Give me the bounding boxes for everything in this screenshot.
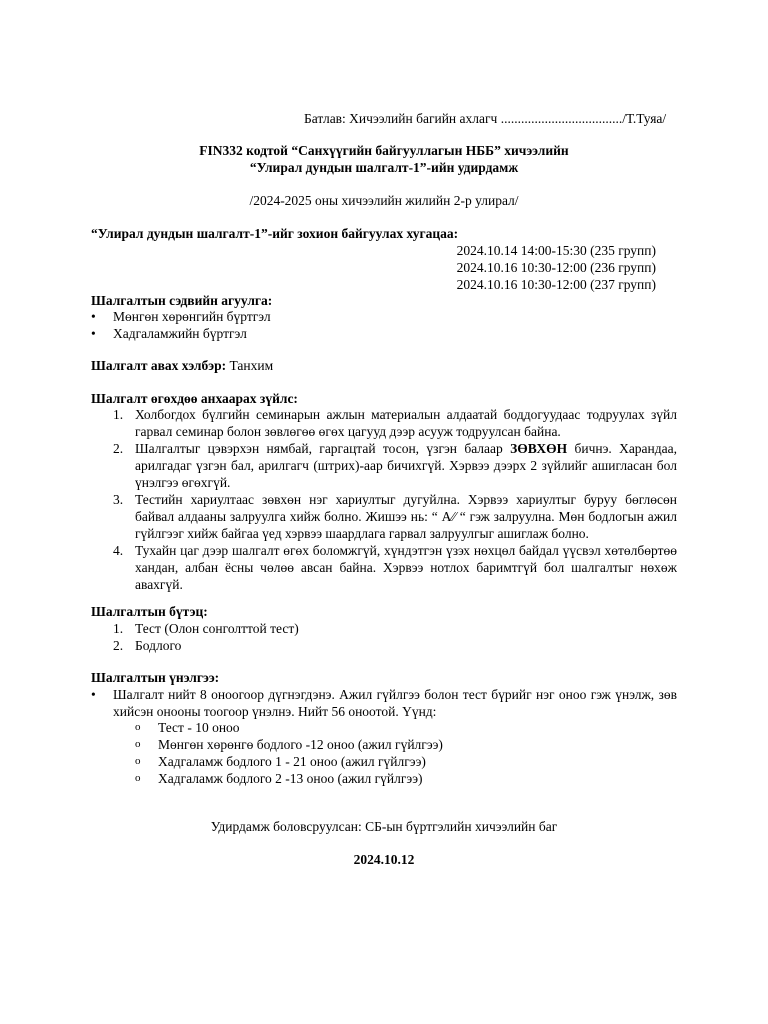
- list-item: [91, 620, 299, 637]
- list-item-text: Тест (Олон сонголттой тест): [135, 621, 299, 636]
- content-heading: Шалгалтын сэдвийн агуулга:: [91, 293, 273, 308]
- bullet-icon: •: [91, 326, 96, 341]
- exam-format-label: Шалгалт авах хэлбэр:: [91, 358, 227, 373]
- list-item: [135, 770, 443, 787]
- document-title-line2: “Улирал дундын шалгалт-1”-ийн удирдамж: [249, 160, 519, 175]
- approval-line: Батлав: Хичээлийн багийн ахлагч ..................................../Т.Туяа/: [304, 111, 667, 126]
- list-item: [91, 491, 677, 542]
- list-item-text: Тестийн хариултаас зөвхөн нэг хариултыг дугуйлна. Хэрвээ хариултыг буруу бөглөсөн байвал алдааны залруулга хийж болно. Жишээ нь: “ A⁄⁄ “ гэж залруулна. Мөн бодлогын ажил гүйлгээг хийж байгаа үед хэрвээ шаардлага гарвал залруулгыг ашиглаж болно.: [135, 492, 677, 541]
- list-item: [91, 542, 677, 593]
- list-item-text: Тест - 10 оноо: [158, 720, 240, 735]
- list-item: [91, 440, 677, 491]
- list-item: [91, 637, 299, 654]
- circle-bullet-icon: o: [135, 738, 141, 750]
- document-title-line1: FIN332 кодтой “Санхүүгийн байгууллагын НББ” хичээлийн: [199, 143, 569, 158]
- evaluation-heading: Шалгалтын үнэлгээ:: [91, 670, 220, 685]
- evaluation-intro: [91, 686, 677, 720]
- structure-list: [91, 620, 299, 654]
- bullet-icon: •: [91, 687, 96, 702]
- circle-bullet-icon: o: [135, 772, 141, 784]
- circle-bullet-icon: o: [135, 721, 141, 733]
- emphasis-text: ЗӨВХӨН: [510, 441, 568, 456]
- list-number: 1.: [113, 407, 124, 422]
- list-item-text: Шалгалтыг цэвэрхэн нямбай, гаргацтай тосон, үзгэн балаар ЗӨВХӨН бичнэ. Харандаа, арилгадаг үзгэн бал, арилгагч (штрих)-аар бичихгүй. Хэрвээ дээрх 2 зүйлийг ашигласан бол үнэлгээ өгөхгүй.: [135, 441, 678, 490]
- list-number: 2.: [113, 441, 124, 456]
- list-item: [91, 406, 677, 440]
- list-item-text: Тухайн цаг дээр шалгалт өгөх боломжгүй, хүндэтгэн үзэх нөхцөл байдал үүсвэл хөтөлбөртөө хандан, албан ёсны чөлөө авсан байна. Хэрвээ нотлох баримтгүй бол шалгалтыг нөхөж авахгүй.: [135, 543, 677, 592]
- schedule-item: 2024.10.16 10:30-12:00 (236 групп): [456, 260, 656, 275]
- evaluation-intro-text: Шалгалт нийт 8 оноогоор дүгнэгдэнэ. Ажил гүйлгээ болон тест бүрийг нэг оноо гэж үнэлж, зөв хийсэн онооны тоогоор үнэлнэ. Нийт 56 оноотой. Үүнд:: [113, 687, 677, 719]
- evaluation-breakdown: [135, 719, 443, 787]
- list-item: [135, 736, 443, 753]
- schedule-heading: “Улирал дундын шалгалт-1”-ийг зохион байгуулах хугацаа:: [91, 226, 459, 241]
- list-item: [135, 753, 443, 770]
- list-item-text: Хадгаламж бодлого 2 -13 оноо (ажил гүйлгээ): [158, 771, 423, 786]
- list-number: 4.: [113, 543, 124, 558]
- list-number: 1.: [113, 621, 124, 636]
- list-item: [135, 719, 443, 736]
- list-item-text: Холбогдох бүлгийн семинарын ажлын материалын алдаатай боддогуудаас тодруулах зүйл гарвал семинар болон зөвлөгөө өгөх цагууд дээр асууж тодруулсан байна.: [135, 407, 677, 439]
- prepared-by: Удирдамж боловсруулсан: СБ-ын бүртгэлийн хичээлийн баг: [210, 819, 558, 834]
- notes-list: [91, 406, 677, 593]
- semester-line: /2024-2025 оны хичээлийн жилийн 2-р улирал/: [249, 193, 519, 208]
- document-date: 2024.10.12: [353, 852, 415, 867]
- list-number: 2.: [113, 638, 124, 653]
- structure-heading: Шалгалтын бүтэц:: [91, 604, 208, 619]
- content-item-text: Мөнгөн хөрөнгийн бүртгэл: [113, 309, 271, 324]
- list-item-text: Бодлого: [135, 638, 182, 653]
- exam-format: [91, 357, 273, 374]
- list-item-text: Хадгаламж бодлого 1 - 21 оноо (ажил гүйлгээ): [158, 754, 426, 769]
- schedule-item: 2024.10.16 10:30-12:00 (237 групп): [456, 277, 656, 292]
- notes-heading: Шалгалт өгөхдөө анхаарах зүйлс:: [91, 391, 298, 406]
- content-item-text: Хадгаламжийн бүртгэл: [113, 326, 247, 341]
- circle-bullet-icon: o: [135, 755, 141, 767]
- schedule-item: 2024.10.14 14:00-15:30 (235 групп): [456, 243, 656, 258]
- list-item-text: Мөнгөн хөрөнгө бодлого -12 оноо (ажил гүйлгээ): [158, 737, 443, 752]
- exam-format-value: Танхим: [226, 358, 274, 373]
- list-number: 3.: [113, 492, 124, 507]
- bullet-icon: •: [91, 309, 96, 324]
